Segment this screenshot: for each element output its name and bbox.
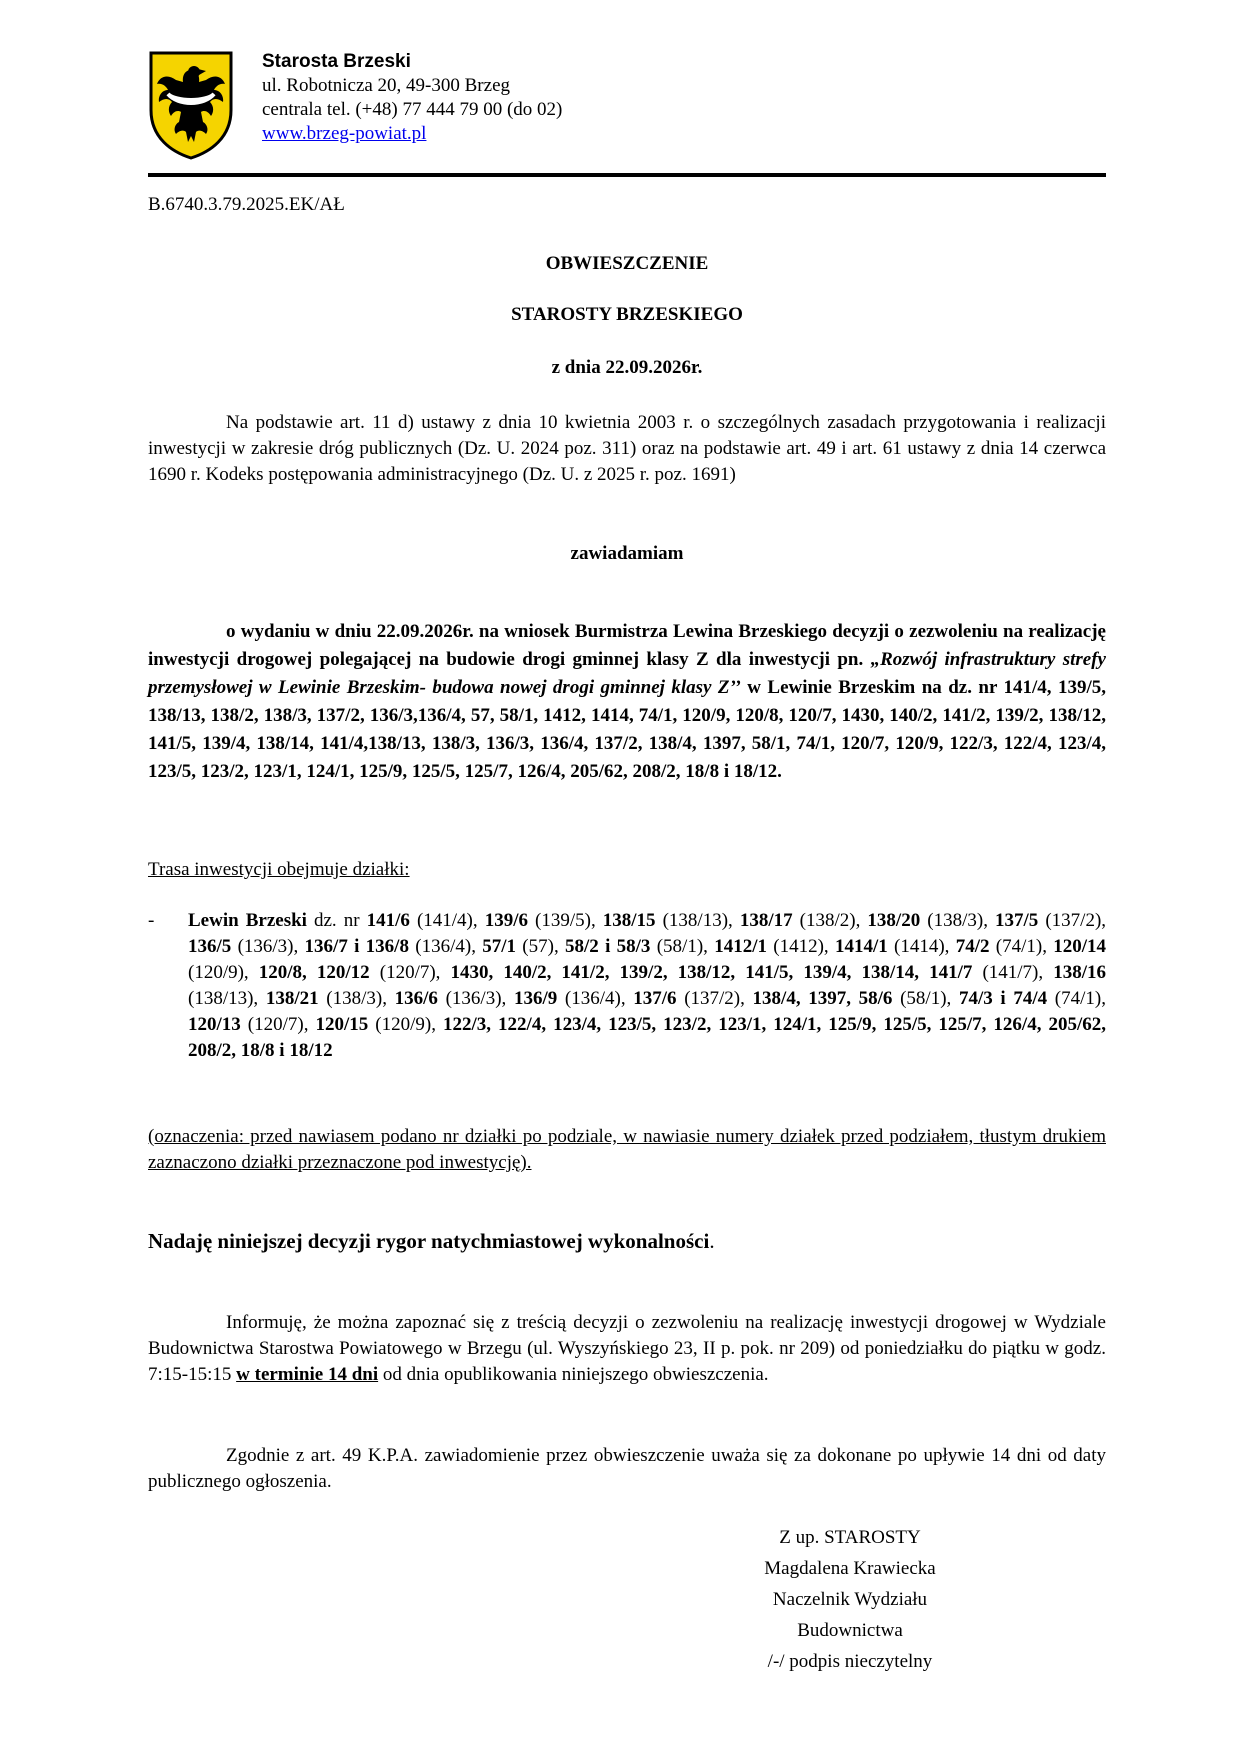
parcel-text: (74/1), [1047, 988, 1106, 1009]
parcel-bold: 58/2 i 58/3 [565, 936, 651, 957]
decision-parcels: w Lewinie Brzeskim na dz. nr 141/4, 139/5, 138/13, 138/2, 138/3, 137/2, 136/3,136/4, 57, 58/1, 1412, 1414, 74/1, 120/9, 120/8, 120/7, 1430, 140/2, 141/2, 139/2, 138/12, 141/5, 139/4, 138/14, 141/4,138/13, 138/3, 136/3, 136/4, 137/2, 138/4, 1397, 58/1, 74/1, 120/7, 120/9, 122/3, 122/4, 123/4, 123/5, 123/2, 123/1, 124/1, 125/9, 125/5, 125/7, 126/4, 205/62, 208/2, 18/8 i 18/12. [148, 677, 1106, 782]
parcel-text: (138/3), [920, 910, 995, 931]
doc-date: z dnia 22.09.2026r. [551, 357, 703, 378]
parcel-text: (120/9), [368, 1014, 443, 1035]
parcel-text: (138/2), [792, 910, 868, 931]
parcel-text: (137/2), [1038, 910, 1107, 931]
parcel-text: (1412), [766, 936, 835, 957]
signature-name: Magdalena Krawiecka [764, 1558, 936, 1579]
letterhead [262, 50, 562, 146]
parcel-bold: 137/6 [633, 988, 677, 1009]
parcel-text: (139/5), [527, 910, 603, 931]
parcel-text: (57), [516, 936, 565, 957]
parcel-bold: 1412/1 [714, 936, 767, 957]
route-heading: Trasa inwestycji obejmuje działki: [148, 859, 410, 880]
parcel-bold: 136/7 i 136/8 [304, 936, 409, 957]
parcel-text: (120/7), [369, 962, 451, 983]
doc-subtitle: STAROSTY BRZESKIEGO [511, 304, 743, 325]
parcel-bold: 136/6 [394, 988, 438, 1009]
rygor-text: Nadaję niniejszej decyzji rygor natychmiastowej wykonalności [148, 1229, 710, 1253]
parcel-text: (141/4), [409, 910, 485, 931]
parcel-bold: 74/3 i 74/4 [958, 988, 1048, 1009]
parcel-text: (138/3), [318, 988, 395, 1009]
doc-title: OBWIESZCZENIE [545, 253, 709, 274]
notation-note: (oznaczenia: przed nawiasem podano nr działki po podziale, w nawiasie numery działek przed podziałem, tłustym drukiem zaznaczono działki przeznaczone pod inwestycję). [148, 1126, 1106, 1173]
org-name: Starosta Brzeski [262, 51, 411, 72]
parcel-bold: 138/4, 1397, 58/6 [752, 988, 893, 1009]
info-after: od dnia opublikowania niniejszego obwieszczenia. [378, 1364, 769, 1385]
rygor-statement [148, 1228, 1106, 1254]
parcel-bold: 137/5 [995, 910, 1039, 931]
parcel-text: (120/7), [240, 1014, 316, 1035]
parcel-bold: 141/6 [366, 910, 410, 931]
decision-intro: o wydaniu w dniu 22.09.2026r. na wniosek Burmistrza Lewina Brzeskiego decyzji o zezwoleniu na realizację inwestycji drogowej polegającej na budowie drogi gminnej klasy Z dla inwestycji pn. [148, 621, 1106, 670]
parcel-bold: 1414/1 [834, 936, 888, 957]
kpa-paragraph: Zgodnie z art. 49 K.P.A. zawiadomienie przez obwieszczenie uważa się za dokonane po upływie 14 dni od daty publicznego ogłoszenia. [148, 1445, 1106, 1492]
parcel-bold: 120/14 [1053, 936, 1107, 957]
parcel-text: (136/4), [557, 988, 634, 1009]
deadline-highlight: w terminie 14 dni [236, 1364, 379, 1385]
parcel-bold: 57/1 [482, 936, 517, 957]
decision-paragraph [148, 618, 1106, 786]
parcel-text: (137/2), [676, 988, 753, 1009]
parcel-bold: 138/17 [739, 910, 793, 931]
parcel-text: (120/9), [188, 962, 259, 983]
announce-heading: zawiadamiam [570, 543, 684, 564]
parcel-text: dz. nr [306, 910, 367, 931]
parcel-bold: 120/8, 120/12 [258, 962, 370, 983]
parcel-bold: 1430, 140/2, 141/2, 139/2, 138/12, 141/5, 139/4, 138/14, 141/7 [450, 962, 973, 983]
parcel-bold: 139/6 [484, 910, 528, 931]
list-dash: - [148, 910, 155, 931]
parcel-text: (1414), [887, 936, 956, 957]
parcel-text: (138/13), [655, 910, 740, 931]
info-paragraph [148, 1310, 1106, 1388]
parcel-bold: 120/13 [188, 1014, 241, 1035]
parcel-bold: 138/15 [602, 910, 656, 931]
website-link[interactable]: www.brzeg-powiat.pl [262, 123, 427, 144]
signature-block [700, 1522, 1000, 1677]
org-address: ul. Robotnicza 20, 49-300 Brzeg [262, 75, 511, 96]
parcel-bold: 138/21 [265, 988, 319, 1009]
parcel-bold: 74/2 [955, 936, 990, 957]
parcel-bold: 138/20 [867, 910, 921, 931]
signature-position: Naczelnik Wydziału [772, 1589, 928, 1610]
signature-department: Budownictwa [797, 1620, 903, 1641]
parcel-text: (138/13), [188, 988, 266, 1009]
reference-number: B.6740.3.79.2025.EK/AŁ [148, 194, 345, 215]
parcel-text: (74/1), [989, 936, 1054, 957]
parcel-bold: 138/16 [1053, 962, 1106, 983]
header-divider [148, 173, 1106, 177]
rygor-end: . [709, 1229, 715, 1253]
list-item [188, 908, 1106, 1064]
route-list [148, 908, 1106, 1064]
signature-note: /-/ podpis nieczytelny [767, 1651, 933, 1672]
parcel-text: (136/3), [231, 936, 305, 957]
parcel-text: (58/1), [650, 936, 715, 957]
parcel-bold: 120/15 [315, 1014, 369, 1035]
org-phone: centrala tel. (+48) 77 444 79 00 (do 02) [262, 99, 563, 120]
parcel-bold: 136/5 [188, 936, 232, 957]
parcel-text: (136/4), [408, 936, 483, 957]
parcel-text: (141/7), [972, 962, 1054, 983]
parcel-bold: 122/3, 122/4, 123/4, 123/5, 123/2, 123/1, 124/1, 125/9, 125/5, 125/7, 126/4, 205/62, 208/2, 18/8 i 18/12 [188, 1014, 1106, 1061]
investment-name: „Rozwój infrastruktury strefy przemysłowej w Lewinie Brzeskim- budowa nowej drogi gminnej klasy Z’’ [148, 649, 1106, 698]
signature-line-1: Z up. STAROSTY [779, 1527, 921, 1548]
parcel-bold: Lewin Brzeski [188, 910, 307, 931]
parcel-text: (58/1), [892, 988, 959, 1009]
parcel-text: (136/3), [437, 988, 514, 1009]
coat-of-arms-icon [148, 50, 234, 160]
info-before: Informuję, że można zapoznać się z treścią decyzji o zezwoleniu na realizację inwestycji drogowej w Wydziale Budownictwa Starostwa Powiatowego w Brzegu (ul. Wyszyńskiego 23, II p. pok. nr 209) od poniedziałku do piątku w godz. 7:15-15:15 [148, 1312, 1106, 1385]
legal-basis-paragraph: Na podstawie art. 11 d) ustawy z dnia 10 kwietnia 2003 r. o szczególnych zasadach przygotowania i realizacji inwestycji w zakresie dróg publicznych (Dz. U. 2024 poz. 311) oraz na podstawie art. 49 i art. 61 ustawy z dnia 14 czerwca 1690 r. Kodeks postępowania administracyjnego (Dz. U. z 2025 r. poz. 1691) [148, 412, 1106, 485]
parcel-bold: 136/9 [513, 988, 558, 1009]
